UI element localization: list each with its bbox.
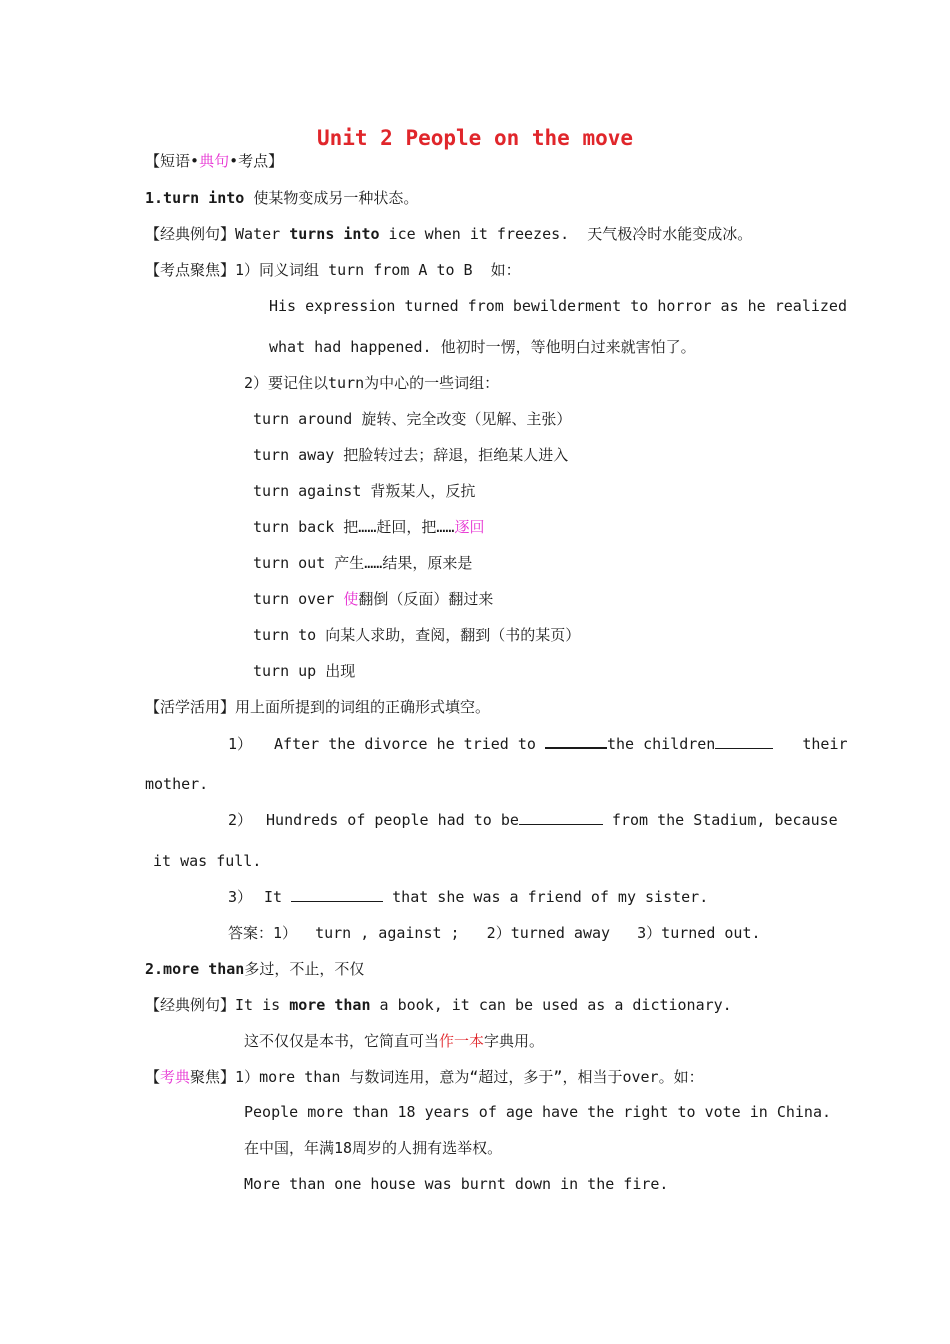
phrase-item: turn out 产生……结果，原来是 [253, 554, 473, 572]
practice-instruction: 用上面所提到的词组的正确形式填空。 [235, 698, 491, 716]
phrase-item [253, 589, 493, 609]
question-2 [228, 810, 838, 830]
focus-example-en: More than one house was burnt down in the fire. [244, 1175, 669, 1193]
question-text: from the Stadium, because [602, 811, 838, 829]
question-2-cont: it was full. [153, 852, 262, 870]
phrase-item: turn against 背叛某人，反抗 [253, 482, 476, 500]
header-dot: • [190, 152, 200, 170]
focus-sample-en: His expression turned from bewilderment to horror as he realized [269, 297, 847, 315]
question-text: Hundreds of people had to be [266, 811, 519, 829]
phrase-item: turn up 出现 [253, 662, 356, 680]
item1-desc: 使某物变成另一种状态。 [244, 189, 419, 207]
phrase-item: turn away 把脸转过去；辞退，拒绝某人进入 [253, 446, 569, 464]
example-text: It is [235, 996, 290, 1014]
focus-point2: 2）要记住以turn为中心的一些词组： [244, 374, 500, 392]
item1-example [145, 224, 752, 244]
practice-tag: 【活学活用】 [145, 698, 236, 716]
focus-point1: 1）同义词组 turn from A to B 如： [235, 261, 521, 279]
header-dot: • [229, 152, 239, 170]
example-keyword: turns into [289, 225, 380, 243]
question-3 [228, 887, 708, 907]
phrase-item: turn to 向某人求助，查阅，翻到（书的某页） [253, 626, 581, 644]
answer-blank[interactable] [291, 887, 383, 902]
header-part-phrases: 短语 [160, 152, 191, 170]
phrase-text: turn over [253, 590, 344, 608]
question-text: After the divorce he tried to [274, 735, 545, 753]
example-text: Water [235, 225, 290, 243]
header-part-sentences: 典句 [199, 152, 230, 170]
item2-example [145, 995, 732, 1015]
practice-heading [145, 697, 490, 717]
answer-blank[interactable] [519, 810, 603, 825]
focus-example-en: People more than 18 years of age have the right to vote in China. [244, 1103, 831, 1121]
answer-blank[interactable] [715, 734, 773, 749]
item1-focus [145, 260, 521, 280]
item2-desc: 多过，不止，不仅 [244, 960, 365, 978]
question-text: the children [606, 735, 716, 753]
page-title: Unit 2 People on the move [316, 126, 634, 150]
question-number: 3） [228, 888, 253, 906]
item2-example-cn [244, 1031, 544, 1051]
question-text: their [793, 735, 848, 753]
item2-term: 2.more than [145, 960, 245, 978]
focus-tag: 【考点聚焦】 [145, 261, 236, 279]
phrase-highlight: 逐回 [454, 518, 485, 536]
item1-heading [145, 188, 418, 208]
phrase-text: turn back 把……赶回，把…… [253, 518, 455, 536]
example-text: 这不仅仅是本书，它简直可当 [244, 1032, 440, 1050]
focus-point1: 1）more than 与数词连用，意为“超过，多于”，相当于over。如： [235, 1068, 704, 1086]
answer-blank[interactable] [545, 733, 607, 749]
header-bracket-open: 【 [145, 152, 161, 170]
item2-focus [145, 1067, 704, 1087]
example-text: 字典用。 [484, 1032, 545, 1050]
focus-sample-cont: what had happened. 他初时一愣，等他明白过来就害怕了。 [269, 338, 696, 356]
example-tag: 【经典例句】 [145, 996, 236, 1014]
item1-term: 1.turn into [145, 189, 245, 207]
question-1-cont: mother. [145, 775, 209, 793]
focus-example-cn: 在中国，年满18周岁的人拥有选举权。 [244, 1139, 503, 1157]
question-text: that she was a friend of my sister. [383, 888, 709, 906]
example-text: a book, it can be used as a dictionary. [370, 996, 732, 1014]
question-text: It [264, 888, 292, 906]
phrase-item: turn around 旋转、完全改变（见解、主张） [253, 410, 572, 428]
answer-key: 答案：1） turn , against ; 2）turned away 3）turned out. [228, 924, 761, 942]
phrase-highlight: 使 [343, 590, 359, 608]
header-part-points: 考点 [238, 152, 269, 170]
phrase-text: 翻倒（反面）翻过来 [358, 590, 494, 608]
focus-tag-highlight: 考典 [160, 1068, 191, 1086]
example-text: ice when it freezes. 天气极冷时水能变成冰。 [379, 225, 753, 243]
phrase-item [253, 517, 484, 537]
example-highlight: 作一本 [439, 1032, 485, 1050]
section-header [145, 151, 283, 171]
focus-tag: 【 [145, 1068, 161, 1086]
example-keyword: more than [289, 996, 371, 1014]
item2-heading [145, 959, 364, 979]
question-number: 1） [228, 735, 253, 753]
question-number: 2） [228, 811, 253, 829]
question-1 [228, 733, 848, 754]
focus-tag: 聚焦】 [190, 1068, 236, 1086]
example-tag: 【经典例句】 [145, 225, 236, 243]
header-bracket-close: 】 [268, 152, 284, 170]
